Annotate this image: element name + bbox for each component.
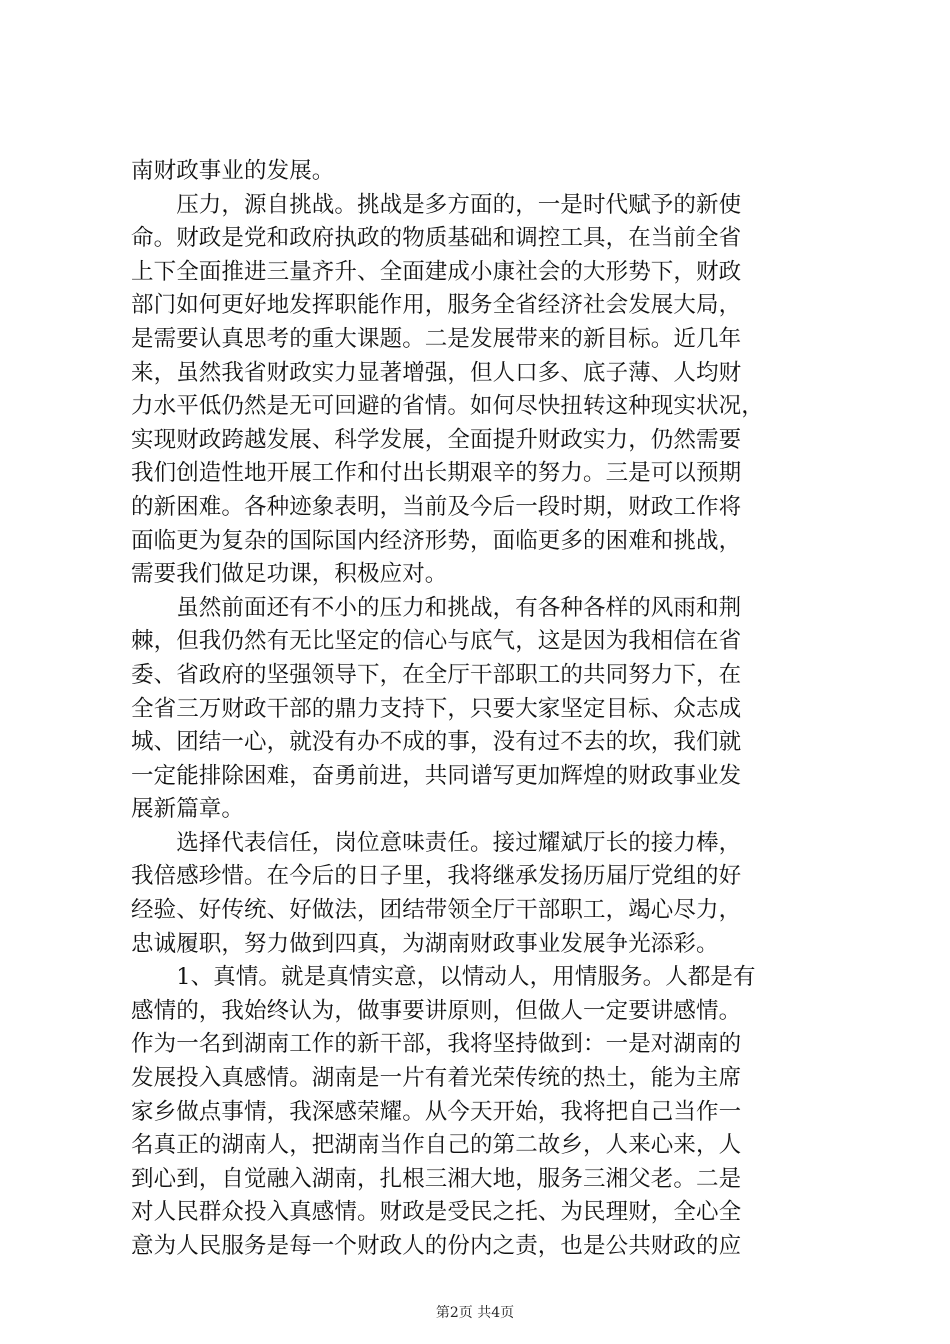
body-text <box>131 155 821 1264</box>
text-line: 经验、好传统、好做法，团结带领全厅干部职工，竭心尽力， <box>131 897 742 924</box>
page-number: 第2页 共4页 <box>435 1305 515 1321</box>
text-line: 来，虽然我省财政实力显著增强，但人口多、底子薄、人均财 <box>131 359 742 386</box>
text-line: 作为一名到湖南工作的新干部，我将坚持做到：一是对湖南的 <box>131 1031 742 1058</box>
text-line: 城、团结一心，就没有办不成的事，没有过不去的坎，我们就 <box>131 729 742 756</box>
text-line: 力水平低仍然是无可回避的省情。如何尽快扭转这种现实状况， <box>131 393 764 420</box>
text-line: 需要我们做足功课，积极应对。 <box>131 561 448 588</box>
text-line: 发展投入真感情。湖南是一片有着光荣传统的热土，能为主席 <box>131 1065 742 1092</box>
text-line: 感情的，我始终认为，做事要讲原则，但做人一定要讲感情。 <box>131 997 742 1024</box>
text-line: 虽然前面还有不小的压力和挑战，有各种各样的风雨和荆 <box>131 594 742 621</box>
text-line: 选择代表信任，岗位意味责任。接过耀斌厅长的接力棒， <box>131 829 742 856</box>
text-line: 展新篇章。 <box>131 796 245 823</box>
text-line: 我倍感珍惜。在今后的日子里，我将继承发扬历届厅党组的好 <box>131 863 742 890</box>
text-line: 1、真情。就是真情实意，以情动人，用情服务。人都是有 <box>131 964 756 991</box>
text-line: 到心到，自觉融入湖南，扎根三湘大地，服务三湘父老。二是 <box>131 1165 742 1192</box>
text-line: 实现财政跨越发展、科学发展，全面提升财政实力，仍然需要 <box>131 426 742 453</box>
text-line: 的新困难。各种迹象表明，当前及今后一段时期，财政工作将 <box>131 493 742 520</box>
text-line: 命。财政是党和政府执政的物质基础和调控工具，在当前全省 <box>131 225 742 252</box>
text-line: 面临更为复杂的国际国内经济形势，面临更多的困难和挑战， <box>131 527 742 554</box>
text-line: 忠诚履职，努力做到四真，为湖南财政事业发展争光添彩。 <box>131 930 719 957</box>
text-line: 委、省政府的坚强领导下，在全厅干部职工的共同努力下，在 <box>131 661 742 688</box>
text-line: 意为人民服务是每一个财政人的份内之责，也是公共财政的应 <box>131 1233 742 1259</box>
text-line: 一定能排除困难，奋勇前进，共同谱写更加辉煌的财政事业发 <box>131 762 742 789</box>
text-line: 部门如何更好地发挥职能作用，服务全省经济社会发展大局， <box>131 292 742 319</box>
text-line: 对人民群众投入真感情。财政是受民之托、为民理财，全心全 <box>131 1199 742 1226</box>
text-line: 上下全面推进三量齐升、全面建成小康社会的大形势下，财政 <box>131 258 742 285</box>
text-line: 全省三万财政干部的鼎力支持下，只要大家坚定目标、众志成 <box>131 695 742 722</box>
text-line: 棘，但我仍然有无比坚定的信心与底气，这是因为我相信在省 <box>131 628 742 655</box>
text-line: 我们创造性地开展工作和付出长期艰辛的努力。三是可以预期 <box>131 460 742 487</box>
text-line: 家乡做点事情，我深感荣耀。从今天开始，我将把自己当作一 <box>131 1098 742 1125</box>
text-line: 是需要认真思考的重大课题。二是发展带来的新目标。近几年 <box>131 325 742 352</box>
page-footer <box>0 1304 950 1322</box>
text-line: 压力，源自挑战。挑战是多方面的，一是时代赋予的新使 <box>131 191 742 218</box>
text-line: 名真正的湖南人，把湖南当作自己的第二故乡，人来心来，人 <box>131 1132 742 1159</box>
text-line: 南财政事业的发展。 <box>131 158 335 184</box>
